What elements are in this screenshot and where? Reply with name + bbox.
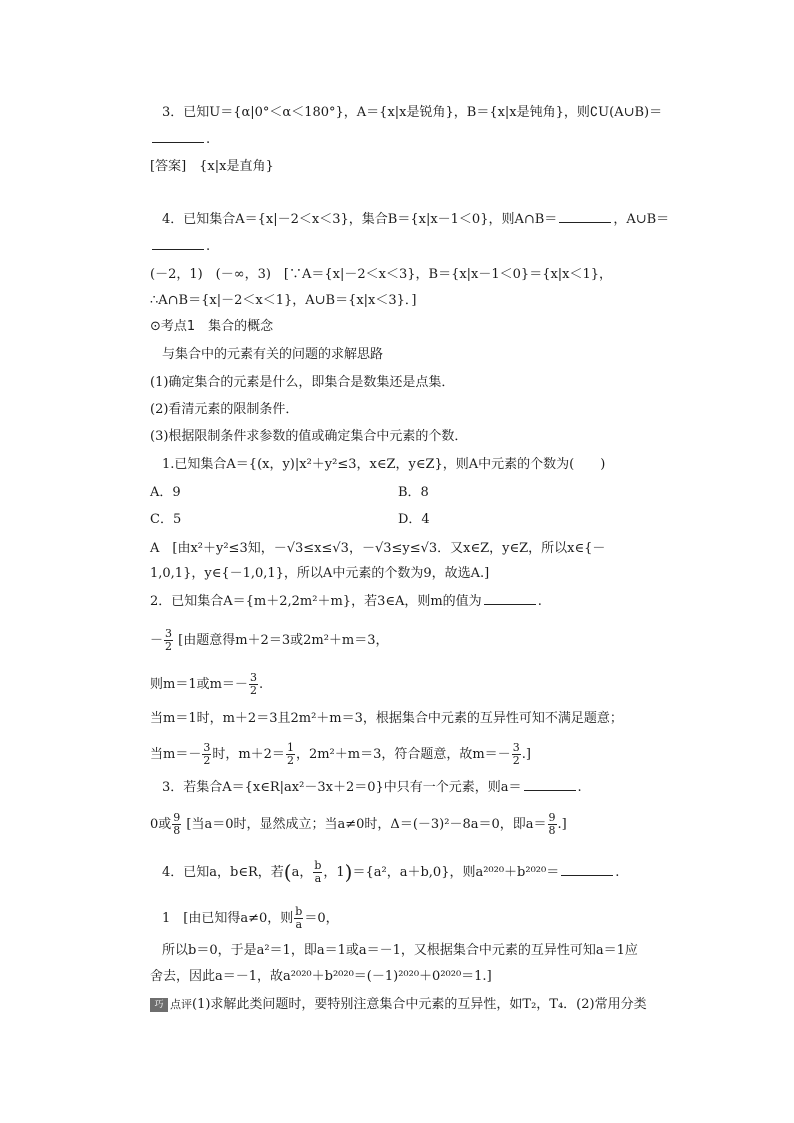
p2-solution-4: 当m＝－ $\frac{3}{2}$ 时，m＋2＝ $\frac{1}{2}$ ，2m²＋m＝3，符合题意，故m＝－ $\frac{3}{2}$ .] xyxy=(150,741,531,767)
fraction: $\frac{1}{2}$ xyxy=(286,741,294,767)
answer-blank xyxy=(561,863,613,876)
fraction: $\frac{3}{2}$ xyxy=(203,741,211,767)
topic-step-1: (1)确定集合的元素是什么，即集合是数集还是点集． xyxy=(150,375,455,390)
p1-option-b: B．8 xyxy=(398,485,429,500)
review-label: 点评 xyxy=(170,998,192,1011)
review-note: 巧 点评(1)求解此类问题时，要特别注意集合中元素的互异性，如T₂，T₄．(2)常用分类 xyxy=(150,996,647,1014)
p1-option-a: A．9 xyxy=(150,485,181,500)
fraction: $\frac{b}{a}$ xyxy=(295,905,303,931)
q4-blank-line: . xyxy=(150,237,210,256)
p2-answer: － $\frac{3}{2}$ [由题意得m＋2＝3或2m²＋m＝3， xyxy=(150,627,389,653)
p4-stem: 4．已知a，b∈R，若(a， $\frac{b}{a}$ ，1)＝{a²，a＋b,0}，则a²⁰²⁰＋b²⁰²⁰＝ . xyxy=(162,859,620,885)
fraction: $\frac{3}{2}$ xyxy=(165,627,173,653)
answer-blank xyxy=(152,237,204,250)
review-badge: 巧 xyxy=(150,998,168,1012)
fraction: $\frac{9}{8}$ xyxy=(173,811,181,837)
p1-option-d: D．4 xyxy=(398,512,430,527)
p3-stem: 3．若集合A＝{x∈R|ax²－3x＋2＝0}中只有一个元素，则a＝ . xyxy=(162,780,582,795)
p1-stem: 1.已知集合A＝{(x，y)|x²＋y²≤3，x∈Z，y∈Z}，则A中元素的个数为( ) xyxy=(162,457,606,472)
fraction: $\frac{3}{2}$ xyxy=(512,741,520,767)
fraction: $\frac{b}{a}$ xyxy=(314,859,322,885)
p4-solution-3: 舍去，因此a＝－1，故a²⁰²⁰＋b²⁰²⁰＝(－1)²⁰²⁰＋0²⁰²⁰＝1.] xyxy=(150,969,492,984)
answer-blank xyxy=(484,592,536,605)
topic-heading: ⊙考点1 集合的概念 xyxy=(150,319,274,334)
answer-blank xyxy=(524,778,576,791)
answer-blank xyxy=(152,130,204,143)
p4-solution-1: 1 [由已知得a≠0，则 $\frac{b}{a}$ ＝0， xyxy=(162,905,339,931)
p1-solution-2: 1,0,1}，y∈{－1,0,1}，所以A中元素的个数为9，故选A.] xyxy=(150,566,490,581)
q4-answer-1: (－2，1) (－∞，3) [∵A＝{x|－2＜x＜3}，B＝{x|x－1＜0}＝{x|x＜1}， xyxy=(150,267,613,282)
topic-step-3: (3)根据限制条件求参数的值或确定集合中元素的个数． xyxy=(150,429,468,444)
q3-stem: 3．已知U＝{α|0°＜α＜180°}，A＝{x|x是锐角}，B＝{x|x是钝角}，则∁U(A∪B)＝ xyxy=(162,105,663,120)
p1-option-c: C．5 xyxy=(150,512,182,527)
fraction: $\frac{9}{8}$ xyxy=(548,811,556,837)
q3-blank-line: . xyxy=(150,130,210,149)
p4-solution-2: 所以b＝0，于是a²＝1，即a＝1或a＝－1，又根据集合中元素的互异性可知a＝1应 xyxy=(162,943,638,958)
p2-solution-3: 当m＝1时，m＋2＝3且2m²＋m＝3，根据集合中元素的互异性可知不满足题意； xyxy=(150,711,623,726)
answer-blank xyxy=(559,210,611,223)
topic-step-2: (2)看清元素的限制条件． xyxy=(150,402,299,417)
p3-answer: 0或 $\frac{9}{8}$ [当a＝0时，显然成立；当a≠0时，Δ＝(－3)²－8a＝0，即a＝ $\frac{9}{8}$ .] xyxy=(150,811,567,837)
q4-answer-2: ∴A∩B＝{x|－2＜x＜1}，A∪B＝{x|x＜3}．] xyxy=(150,293,417,308)
p2-stem: 2．已知集合A＝{m＋2,2m²＋m}，若3∈A，则m的值为 . xyxy=(150,594,542,609)
p1-solution-1: A [由x²＋y²≤3知，－√3≤x≤√3，－√3≤y≤√3．又x∈Z，y∈Z，所以x∈{－ xyxy=(150,541,606,556)
q3-answer: [答案] {x|x是直角} xyxy=(150,159,274,174)
q4-stem: 4．已知集合A＝{x|－2＜x＜3}，集合B＝{x|x－1＜0}，则A∩B＝ ，A∪B＝ xyxy=(162,212,670,227)
fraction: $\frac{3}{2}$ xyxy=(249,671,257,697)
p2-solution-2: 则m＝1或m＝－ $\frac{3}{2}$ . xyxy=(150,671,264,697)
topic-subheading: 与集合中的元素有关的问题的求解思路 xyxy=(162,347,384,362)
